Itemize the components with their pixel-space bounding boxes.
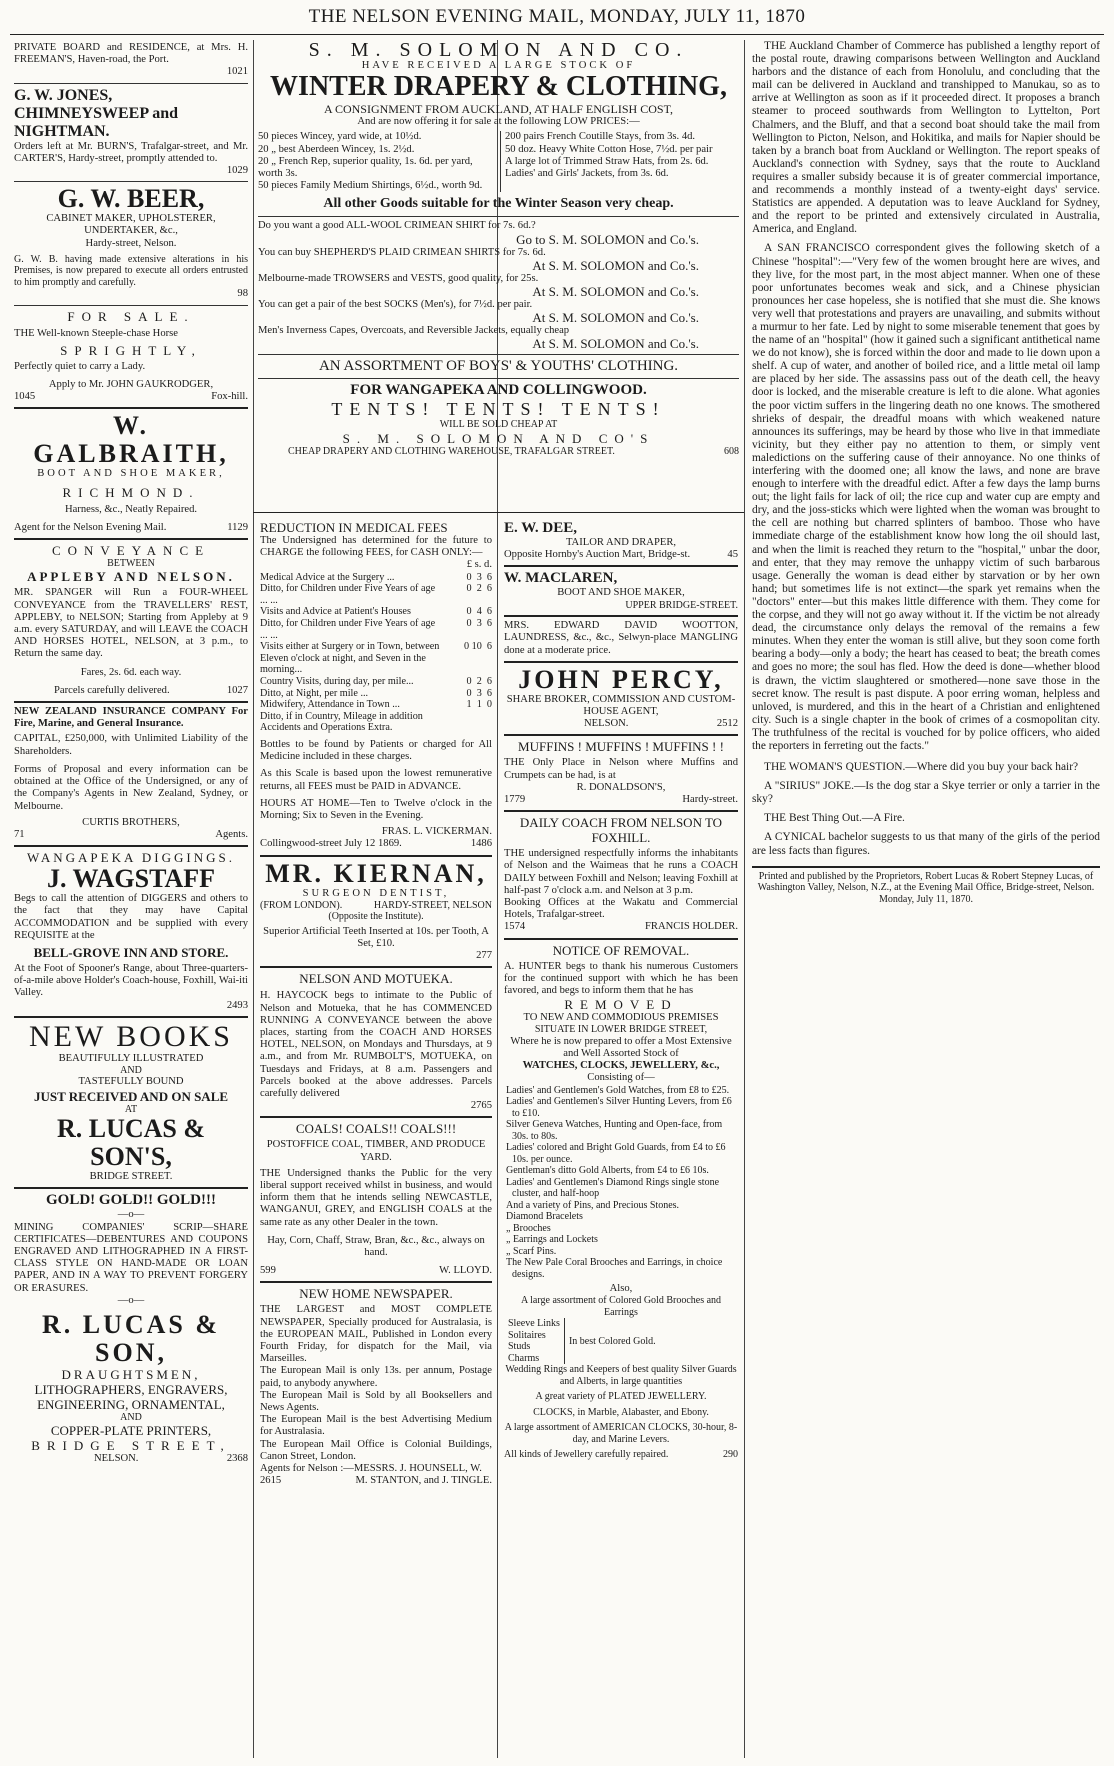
ad-text: Apply to Mr. JOHN GAUKRODGER, — [48, 378, 214, 390]
ad-text: AT — [124, 1103, 138, 1115]
ad-heading: FOR SALE. — [67, 308, 195, 324]
ad-number: 2368 — [226, 1453, 248, 1465]
ad-text: CHEAP DRAPERY AND CLOTHING WAREHOUSE, TRAFALGAR STREET. — [288, 445, 615, 457]
fee-item: Country Visits, during day, per mile... — [260, 675, 414, 687]
ad-wootton — [504, 620, 738, 657]
ad-text: MR. SPANGER will Run a FOUR-WHEEL CONVEYANCE from the TRAVELLERS' REST, APPLEBY, to NELSON; Starting from Appleby at 9 a.m. every SATURDAY, and will LEAVE the COACH AND HORSES HOTEL, NELSON, at 3 p.m., to Return the same day. — [14, 587, 248, 660]
jewellery-item: Ladies' and Gentlemen's Diamond Rings single stone cluster, and half-hoop — [506, 1176, 720, 1200]
ad-text: Wedding Rings and Keepers of best quality Silver Guards and Alberts, in large quantities — [505, 1364, 737, 1387]
ad-text: Also, — [609, 1283, 633, 1295]
offer-location: At S. M. SOLOMON and Co.'s. — [532, 336, 699, 352]
ad-text: (FROM LONDON). — [260, 899, 343, 911]
ad-subheading: RICHMOND. — [62, 484, 200, 500]
article-womans-question: THE WOMAN'S QUESTION.—Where did you buy your back hair? — [764, 761, 1079, 774]
ad-text: —o— — [117, 1209, 145, 1221]
fee-amount: 0 4 6 — [466, 606, 492, 618]
ad-text: Orders left at Mr. BURN'S, Trafalgar-street, and Mr. CARTER'S, Hardy-street, promptly attended to. — [14, 140, 248, 164]
ad-heading: S. M. SOLOMON AND CO. — [308, 40, 689, 61]
jewellery-list — [504, 1085, 738, 1281]
offer-location: Go to S. M. SOLOMON and Co.'s. — [516, 231, 699, 247]
column-3 — [504, 518, 738, 1465]
ad-heading: E. W. DEE, — [504, 520, 577, 536]
fee-item: Ditto, at Night, per mile ... — [260, 687, 369, 699]
ad-text: Superior Artificial Teeth Inserted at 10s. per Tooth, A Set, £10. — [263, 925, 489, 949]
ad-text: HOURS AT HOME—Ten to Twelve o'clock in the Morning; Six to Seven in the Evening. — [260, 797, 492, 821]
ad-number: 98 — [237, 288, 248, 300]
fee-item: Ditto, for Children under Five Years of age ... ... — [260, 583, 436, 606]
ad-newspaper — [260, 1286, 492, 1487]
ad-text: The European Mail is only 13s. per annum, Postage paid, to anybody anywhere. — [260, 1365, 492, 1389]
ad-text: Parcels carefully delivered. — [54, 684, 170, 696]
ad-text: A large assortment of Colored Gold Brooches and Earrings — [520, 1295, 722, 1318]
ad-text: COPPER-PLATE PRINTERS, — [50, 1423, 212, 1439]
ad-text: All other Goods suitable for the Winter Season very cheap. — [323, 196, 674, 212]
ad-text: MRS. EDWARD DAVID WOOTTON, LAUNDRESS, &c., &c., Selwyn-place MANGLING done at a moderate price. — [504, 620, 738, 656]
ad-text: G. W. B. having made extensive alterations in his Premises, is now prepared to execute all orders entrusted to him promptly and carefully. — [14, 253, 248, 288]
ad-heading: W. MACLAREN, — [504, 570, 618, 587]
ad-motueka — [260, 971, 492, 1112]
ad-subheading: BOOT AND SHOE MAKER, — [37, 468, 225, 480]
ad-text: AND — [120, 1064, 142, 1076]
ad-text: A. HUNTER begs to thank his numerous Customers for the continued support with which he has been favored, and begs to inform them that he has — [504, 960, 738, 996]
ad-heading: G. W. JONES, CHIMNEYSWEEP and NIGHTMAN. — [14, 86, 179, 140]
ad-text: A CONSIGNMENT FROM AUCKLAND, AT HALF ENGLISH COST, — [323, 102, 674, 117]
masthead-rule — [10, 34, 1104, 35]
ad-text: WILL BE SOLD CHEAP AT — [439, 419, 558, 431]
ad-text: PRIVATE BOARD and RESIDENCE, at Mrs. H. FREEMAN'S, Haven-road, the Port. — [14, 42, 248, 66]
ad-number: 1029 — [226, 165, 248, 177]
offer-location: At S. M. SOLOMON and Co.'s. — [532, 257, 699, 273]
ad-text: Booking Offices at the Wakatu and Commercial Hotels, Trafalgar-street. — [504, 896, 738, 921]
jewellery-item: Gentleman's ditto Gold Alberts, from £4 to £6 10s. — [506, 1165, 709, 1177]
fee-row — [260, 583, 492, 606]
ad-text: —o— — [117, 1294, 145, 1306]
ad-wangapeka — [14, 850, 248, 1012]
ad-text: Forms of Proposal and every information can be obtained at the Office of the Undersigned, or any of the Company's Agents in New Zealand, Sydney, or Melbourne. — [14, 763, 248, 812]
fee-amount: 0 3 6 — [466, 687, 492, 699]
ad-text: BRIDGE STREET. — [89, 1171, 173, 1183]
ad-percy — [504, 666, 738, 731]
ad-text: NELSON. — [584, 718, 629, 730]
jewellery-item: The New Pale Coral Brooches and Earrings, in choice designs. — [506, 1257, 723, 1280]
price-item: 20 „ best Aberdeen Wincey, 1s. 2½d. — [258, 143, 415, 155]
ad-text: BETWEEN — [107, 557, 155, 569]
ad-text: The European Mail is Sold by all Booksellers and News Agents. — [260, 1389, 492, 1414]
brace-item: Studs — [508, 1341, 531, 1353]
offer-text: Men's Inverness Capes, Overcoats, and Reversible Jackets, equally cheap — [258, 325, 570, 337]
brace-item: Solitaires — [508, 1329, 546, 1341]
ad-number: 1027 — [226, 684, 248, 696]
ad-galbraith — [14, 412, 248, 534]
ad-text: Hardy-street. — [682, 793, 738, 805]
ad-number: 2512 — [716, 718, 738, 730]
ad-text: And are now offering it for sale at the following LOW PRICES:— — [357, 116, 640, 128]
ad-subheading: Hardy-street, Nelson. — [85, 237, 177, 249]
fee-amount: 1 1 0 — [466, 699, 492, 711]
ad-coals — [260, 1121, 492, 1277]
ad-text: LITHOGRAPHERS, ENGRAVERS, — [34, 1381, 228, 1397]
ad-text: TASTEFULLY BOUND — [78, 1076, 184, 1088]
ad-text: Agent for the Nelson Evening Mail. — [14, 521, 167, 533]
fee-amount — [440, 722, 492, 734]
ad-text: All kinds of Jewellery carefully repaired. — [504, 1449, 669, 1461]
ad-heading: REDUCTION IN MEDICAL FEES — [260, 520, 448, 535]
ad-number: 2493 — [226, 999, 248, 1011]
ad-text: Bottles to be found by Patients or charged for All Medicine included in these charges. — [260, 738, 492, 763]
jewellery-item: „ Brooches — [506, 1222, 551, 1234]
ad-text: UPPER BRIDGE-STREET. — [625, 599, 738, 611]
ad-place: Fox-hill. — [211, 391, 248, 403]
ad-number: 608 — [724, 445, 739, 457]
offer-location: At S. M. SOLOMON and Co.'s. — [532, 284, 699, 300]
jewellery-item: Silver Geneva Watches, Hunting and Open-face, from 30s. to 80s. — [506, 1119, 723, 1142]
ad-kiernan — [260, 860, 492, 963]
ad-text: Begs to call the attention of DIGGERS and others to the fact that they may have Capital ACCOMMODATION and be supplied with every REQUISITE at the — [14, 893, 248, 941]
ad-coach — [504, 815, 738, 933]
ad-subheading: BELL-GROVE INN AND STORE. — [33, 944, 229, 960]
ad-heading: S. M. SOLOMON AND CO'S — [342, 430, 655, 446]
ad-lucas — [14, 1311, 248, 1466]
fee-row — [260, 618, 492, 641]
ad-text: AND — [120, 1411, 142, 1423]
fee-amount — [440, 711, 492, 723]
article-cynical-bachelor: A CYNICAL bachelor suggests to us that many of the girls of the period are less facts than figures. — [752, 831, 1100, 857]
ad-heading: NEW HOME NEWSPAPER. — [299, 1286, 453, 1302]
column-divider — [744, 40, 745, 1758]
shirt-offers — [258, 220, 739, 351]
fees-table — [260, 572, 492, 734]
brace-item: Charms — [508, 1352, 540, 1364]
ad-text: THE undersigned respectfully informs the inhabitants of Nelson and the Waimeas that he runs a COACH DAILY between Foxhill and Nelson; leaving Foxhill at half-past 7 o'clock a.m. and Nelson at 3 p.m. — [504, 848, 738, 896]
ad-heading: CONVEYANCE — [51, 542, 211, 558]
ad-text: The Undersigned has determined for the future to CHARGE the following FEES, for CASH ONLY:— — [260, 535, 492, 559]
ad-number: 290 — [723, 1449, 738, 1461]
ad-heading: R. LUCAS & SON'S, — [56, 1114, 206, 1172]
ad-gold — [14, 1192, 248, 1307]
ad-number: 45 — [727, 549, 738, 561]
price-item: 50 doz. Heavy White Cotton Hose, 7½d. per pair — [505, 143, 713, 155]
ad-signature: W. LLOYD. — [439, 1265, 492, 1277]
ad-heading: COALS! COALS!! COALS!!! — [295, 1121, 457, 1137]
fee-item: Ditto, for Children under Five Years of age ... ... — [260, 617, 436, 641]
jewellery-item: Ladies' colored and Bright Gold Guards, from £4 to £6 10s. per ounce. — [506, 1142, 726, 1165]
ad-text: THE LARGEST and MOST COMPLETE NEWSPAPER, Specially produced for Australasia, is the EUROPEAN MAIL, Published in London every Fourth Friday, for dispatch for the Mail, via Marseilles. — [260, 1304, 492, 1365]
ad-text: At the Foot of Spooner's Range, about Three-quarters-of-a-mile above Holder's Coach-house, Foxhill, Wai-iti Valley. — [14, 962, 248, 999]
ad-number: 1129 — [227, 521, 248, 533]
ad-text: BRIDGE STREET, — [31, 1438, 231, 1454]
ad-heading: J. WAGSTAFF — [46, 864, 216, 894]
fee-amount: 0 3 6 — [466, 571, 492, 583]
ad-text: A large assortment of AMERICAN CLOCKS, 30-hour, 8-day, and Marine Levers. — [504, 1422, 738, 1445]
ad-heading: NOTICE OF REMOVAL. — [552, 942, 690, 958]
ad-text: The European Mail is the best Advertising Medium for Australasia. — [260, 1414, 492, 1438]
ad-text: (Opposite the Institute). — [328, 911, 424, 923]
ad-heading: NEW ZEALAND INSURANCE COMPANY For Fire, Marine, and General Insurance. — [14, 706, 248, 730]
fee-amount: 0 10 6 — [463, 641, 492, 653]
ad-sale — [14, 309, 248, 404]
ad-number: 71 — [14, 828, 25, 840]
ad-text: HARDY-STREET, NELSON — [373, 899, 492, 911]
ad-subheading: SURGEON DENTIST, — [302, 887, 450, 899]
price-item: A large lot of Trimmed Straw Hats, from 2s. 6d. — [505, 155, 709, 167]
ad-subheading: WATCHES, CLOCKS, JEWELLERY, &c., — [522, 1060, 720, 1072]
ad-heading: W. GALBRAITH, — [33, 411, 229, 469]
ad-text: THE Well-known Steeple-chase Horse — [14, 327, 178, 339]
ad-books — [14, 1021, 248, 1184]
ad-maclaren — [504, 570, 738, 611]
fee-row — [260, 641, 492, 676]
ad-heading: MUFFINS ! MUFFINS ! MUFFINS ! ! — [518, 739, 724, 755]
brace-label: In best Colored Gold. — [564, 1318, 738, 1364]
jewellery-item: Ladies' and Gentlemen's Silver Hunting Levers, from £6 to £10. — [506, 1096, 732, 1119]
ad-subheading: UNDERTAKER, &c., — [84, 225, 178, 237]
ad-signature: FRAS. L. VICKERMAN. — [381, 826, 492, 838]
brace-items — [504, 1318, 560, 1364]
ad-heading: WINTER DRAPERY & CLOTHING, — [270, 71, 727, 103]
fee-item: Visits and Advice at Patient's Houses — [260, 606, 411, 618]
ad-number: 1021 — [226, 66, 248, 78]
ad-text: THE Undersigned thanks the Public for the very liberal support received whilst in business, and would inform them that he intends selling NEWCASTLE, WANGANUI, GREY, and ENGLISH COALS at the same rate as any other Dealer in the town. — [260, 1167, 492, 1228]
gold-brace-group — [504, 1318, 738, 1364]
fee-row — [260, 606, 492, 618]
ad-signature: FRANCIS HOLDER. — [644, 921, 738, 933]
ad-medical-fees — [260, 520, 492, 851]
imprint-date: Monday, July 11, 1870. — [879, 893, 973, 905]
ad-signature: R. DONALDSON'S, — [576, 781, 666, 793]
fee-row — [260, 688, 492, 700]
ad-number: 1045 — [14, 391, 36, 403]
ad-conveyance — [14, 543, 248, 697]
price-item: 20 „ French Rep, superior quality, 1s. 6d. per yard, worth 3s. — [258, 155, 473, 180]
ad-text: Opposite Hornby's Auction Mart, Bridge-st. — [504, 549, 691, 561]
ad-text: ENGINEERING, ORNAMENTAL, — [37, 1396, 225, 1412]
ad-heading: AN ASSORTMENT OF BOYS' & YOUTHS' CLOTHING. — [318, 358, 679, 375]
ad-heading: APPLEBY AND NELSON. — [27, 569, 235, 585]
ad-text: HAVE RECEIVED A LARGE STOCK OF — [361, 60, 636, 71]
fee-row — [260, 572, 492, 584]
ad-text: M. STANTON, and J. TINGLE. — [355, 1475, 492, 1487]
ad-number: 2765 — [470, 1100, 492, 1112]
price-item: 50 pieces Family Medium Shirtings, 6½d., worth 9d. — [258, 180, 483, 192]
fee-amount: 0 3 6 — [466, 617, 492, 629]
column-4 — [752, 40, 1100, 1756]
ad-subheading: CABINET MAKER, UPHOLSTERER, — [46, 213, 216, 225]
ad-text: MINING COMPANIES' SCRIP—SHARE CERTIFICATES—DEBENTURES AND COUPONS ENGRAVED AND LITHOGRAPHED IN A FIRST-CLASS STYLE ON HAND-MADE OR LOAN PAPER, AND IN A WAY TO PREVENT FORGERY OR ERASURES. — [14, 1221, 248, 1294]
ad-text: BEAUTIFULLY ILLUSTRATED — [58, 1052, 204, 1064]
ad-text: Harness, &c., Neatly Repaired. — [64, 503, 198, 515]
ad-text: JUST RECEIVED AND ON SALE — [33, 1088, 229, 1104]
fee-amount: 0 2 6 — [466, 675, 492, 687]
offer-text: You can buy SHEPHERD'S PLAID CRIMEAN SHIRTS for 7s. 6d. — [258, 246, 546, 258]
ad-insurance — [14, 706, 248, 841]
jewellery-item: Ladies' and Gentlemen's Gold Watches, from £8 to £25. — [506, 1084, 730, 1096]
jewellery-item: Diamond Bracelets — [506, 1211, 583, 1223]
fee-row — [260, 711, 492, 723]
fee-item: Midwifery, Attendance in Town ... — [260, 699, 400, 711]
ad-text: Where he is now prepared to offer a Most Extensive and Well Assorted Stock of — [510, 1035, 732, 1060]
ad-text: CAPITAL, £250,000, with Unlimited Liability of the Shareholders. — [14, 733, 248, 757]
ad-heading: TENTS! TENTS! TENTS! — [331, 399, 666, 420]
ad-subheading: TAILOR AND DRAPER, — [565, 537, 677, 548]
jewellery-item: „ Earrings and Lockets — [506, 1234, 598, 1246]
ad-removal — [504, 943, 738, 1461]
ad-number: 1486 — [470, 838, 492, 850]
ad-heading: JOHN PERCY, — [518, 664, 724, 694]
ad-text: Perfectly quiet to carry a Lady. — [14, 360, 146, 372]
ad-dee — [504, 520, 738, 561]
price-item: 50 pieces Wincey, yard wide, at 10½d. — [258, 131, 422, 143]
fee-row — [260, 676, 492, 688]
fee-item: Medical Advice at the Surgery ... — [260, 571, 395, 583]
ad-number: 277 — [476, 950, 492, 962]
ad-subheading: BOOT AND SHOE MAKER, — [557, 587, 685, 599]
ad-signature: CURTIS BROTHERS, — [82, 816, 180, 828]
jewellery-item: And a variety of Pins, and Precious Stones. — [506, 1199, 680, 1211]
ad-subheading: SHARE BROKER, COMMISSION AND CUSTOM-HOUSE AGENT, — [506, 693, 736, 717]
ad-number: 1779 — [504, 793, 526, 805]
ad-text: A great variety of PLATED JEWELLERY. — [535, 1391, 707, 1403]
ad-text: Hay, Corn, Chaff, Straw, Bran, &c., &c., always on hand. — [267, 1234, 485, 1259]
fee-item: Ditto, if in Country, Mileage in addition — [260, 710, 423, 722]
price-item: Ladies' and Girls' Jackets, from 3s. 6d. — [505, 168, 669, 180]
ad-heading: NEW BOOKS — [29, 1019, 233, 1053]
ad-heading: R. LUCAS & SON, — [41, 1309, 221, 1367]
ad-text: Agents for Nelson :—MESSRS. J. HOUNSELL, W. — [260, 1463, 482, 1475]
ad-text: CLOCKS, in Marble, Alabaster, and Ebony. — [533, 1406, 709, 1418]
ad-heading: G. W. BEER, — [57, 184, 205, 214]
column-1 — [14, 40, 248, 1470]
article-sirius-joke: A "SIRIUS" JOKE.—Is the dog star a Skye terrier or only a tarrier in the sky? — [752, 780, 1100, 806]
fee-item: Accidents and Operations Extra. — [260, 722, 393, 734]
ad-number: 2615 — [260, 1475, 282, 1487]
ad-subheading: SPRIGHTLY, — [60, 342, 202, 358]
ad-heading: NELSON AND MOTUEKA. — [299, 971, 453, 987]
ad-heading: MR. KIERNAN, — [265, 858, 487, 888]
fee-amount: 0 2 6 — [466, 583, 492, 595]
price-list — [258, 131, 739, 192]
ad-text: Collingwood-street July 12 1869. — [260, 838, 402, 850]
imprint: Printed and published by the Proprietors, Robert Lucas & Robert Stepney Lucas, of Washington Valley, Nelson, N.Z., at the Evening Mail Office, Bridge-street, Nelson. — [757, 870, 1095, 894]
offer-text: You can get a pair of the best SOCKS (Men's), for 7½d. per pair. — [258, 299, 533, 311]
ad-text: NELSON. — [94, 1453, 139, 1465]
ad-text: Consisting of— — [587, 1072, 655, 1084]
ad-text: Agents. — [215, 828, 248, 840]
article-chamber-of-commerce: THE Auckland Chamber of Commerce has published a lengthy report of the postal route, drawing comparisons between Wellington and Auckland harbors and the distance of each from Honolulu, and concluding that the mail can be delivered in Auckland and transhipped to Manukau, so as to arrive at Wellington as soon as if it proceeded direct. It proposes a branch steamer to proceed southwards from Wellington to Lyttelton, Port Chalmers, and the Bluff, and that a second boat should take the mail from Wellington to Picton, Nelson, and Hokitika, and mails for Napier should be taken by a branch boat from Auckland or Wellington. The report speaks of Auckland's connection with Sydney, says that the route to Auckland requires a smaller subsidy because it is of greater commercial importance, and recommends a monthly instead of a twenty-eight days' service. Statistics are appended. A deputation was to leave Auckland for Sydney, and the report to be printed and extensively circulated in Australia, America, and England. — [752, 40, 1100, 236]
article-best-thing: THE Best Thing Out.—A Fire. — [764, 812, 905, 825]
offer-text: Melbourne-made TROWSERS and VESTS, good quality, for 25s. — [258, 272, 539, 284]
ad-text: As this Scale is based upon the lowest remunerative returns, all FEES must be PAID in ADVANCE. — [260, 768, 492, 792]
ad-beer — [14, 185, 248, 300]
ad-heading: DAILY COACH FROM NELSON TO FOXHILL. — [519, 815, 723, 846]
fee-item: Visits either at Surgery or in Town, between Eleven o'clock at night, and Seven in the morning... — [260, 641, 440, 676]
section-rule — [253, 512, 744, 513]
ad-muffins — [504, 739, 738, 806]
ad-subheading: POSTOFFICE COAL, TIMBER, AND PRODUCE YARD. — [266, 1139, 486, 1163]
ad-text: H. HAYCOCK begs to intimate to the Public of Nelson and Motueka, that he has COMMENCED RUNNING A CONVEYANCE between the above places, starting from the COACH AND HORSES HOTEL, NELSON, on Mondays and Thursdays, at 9 a.m., and from Mr. RUMBOLT'S, MOTUEKA, on Tuesdays and Fridays, at 8 a.m. Passengers and Parcels booked at the above addresses. Parcels carefully delivered — [260, 990, 492, 1099]
brace-item: Sleeve Links — [508, 1318, 560, 1330]
ad-text: The European Mail Office is Colonial Buildings, Canon Street, London. — [260, 1438, 492, 1462]
article-chinese-hospital: A SAN FRANCISCO correspondent gives the following sketch of a Chinese "hospital":—"Very few of the women brought here are wives, and they live, for the most part, in the most abject manner. When one of these poor unfortunates becomes weak and sick, and a Chinese physician pronounces her case hopeless, she is notified that she must die. She knows very well that protestations and prayers are unavailing, and submits without a murmur to her fate. Led by night to some miserable tenement that goes by the name of an "hospital" (how it gained such a significant antithetical name we do not know), she is forced within the door and made to lie down upon a shelf. A cup of water, and another of boiled rice, and a little metal oil lamp are placed by her side. The assassins pass out of the death cell, the heavy door is locked, and the miserable creature is left to die alone. What agonies the poor victim suffers in the lingering death no one knows. The smothered shrieks of despair, the dreadful moans with which weakened nature announces its sufferings, may be heard by those who live in that immediate vicinity, but they either pay no attention to them, or simply vent maledictions on the suffering cause of their annoyance. No one thinks of interfering with the doomed one; all know the laws, and none are brave enough to interfere with the dreadful edict. After a few days the lamp burns out; the light fails for lack of oil; the rice cup and water cup are empty and dry, and the joss-sticks which were lighted when the woman was brought to the cell are nothing but charred splinters of bamboo. Those who have immediate charge of the establishment know how long the oil should last, and when the limit is reached they return to the "hospital," unbar the door, and enter, that they may remove the unhappy victim of such barbarous usage. Generally the woman is dead either by starvation or by her own hand; but sometimes life is not extinct—the spark yet remains when the "doctors" enter—but this makes little difference with them. They come for the corpse, and they will not go away without it. If the victim be not already dead, the circumstance only delays the removal of the remains a few minutes. When they enter the woman is still alive, but they soon come forth bearing a body—only a body; the heart has ceased to beat; the breath comes and goes no more; the soul has fled. How the deed is done—whether blood is drawn, the victim slaughtered or smothered—none save those in the secret know. The result is past dispute. A poor erring woman, helpless and unloved, is murdered, and this in the heart of a Christian and enlightened city. Such is a single chapter in the book of crimes of a cosmopolitan city. The truthfulness of the recital is vouched for by police officers, who aided the reporters in ferreting out the facts." — [752, 242, 1100, 752]
ad-text: TO NEW AND COMMODIOUS PREMISES — [523, 1012, 719, 1024]
ad-text: Fares, 2s. 6d. each way. — [80, 666, 182, 678]
ad-number: 1574 — [504, 921, 526, 933]
ad-text: THE Only Place in Nelson where Muffins and Crumpets can be had, is at — [504, 757, 738, 781]
fee-row — [260, 699, 492, 711]
jewellery-item: „ Scarf Pins. — [506, 1245, 557, 1257]
fee-row — [260, 722, 492, 734]
masthead: THE NELSON EVENING MAIL, MONDAY, JULY 11, 1870 — [308, 6, 806, 27]
currency-header: £ s. d. — [466, 559, 492, 571]
offer-text: Do you want a good ALL-WOOL CRIMEAN SHIRT for 7s. 6d.? — [258, 220, 536, 232]
column-2 — [260, 518, 492, 1491]
ad-freeman — [14, 42, 248, 79]
ad-jones — [14, 87, 248, 178]
ad-text: SITUATE IN LOWER BRIDGE STREET, — [534, 1024, 708, 1036]
price-list-right — [500, 131, 739, 192]
ad-text: DRAUGHTSMEN, — [61, 1366, 201, 1382]
price-list-left — [258, 131, 492, 192]
ad-heading: WANGAPEKA DIGGINGS. — [27, 850, 235, 866]
ad-solomon — [258, 40, 739, 510]
ad-number: 599 — [260, 1265, 276, 1277]
column-divider — [253, 40, 254, 1758]
ad-subheading: REMOVED — [564, 997, 678, 1013]
ad-heading: FOR WANGAPEKA AND COLLINGWOOD. — [350, 382, 647, 399]
offer-location: At S. M. SOLOMON and Co.'s. — [532, 310, 699, 326]
ad-heading: GOLD! GOLD!! GOLD!!! — [46, 1192, 216, 1209]
price-item: 200 pairs French Coutille Stays, from 3s. 4d. — [505, 131, 696, 143]
